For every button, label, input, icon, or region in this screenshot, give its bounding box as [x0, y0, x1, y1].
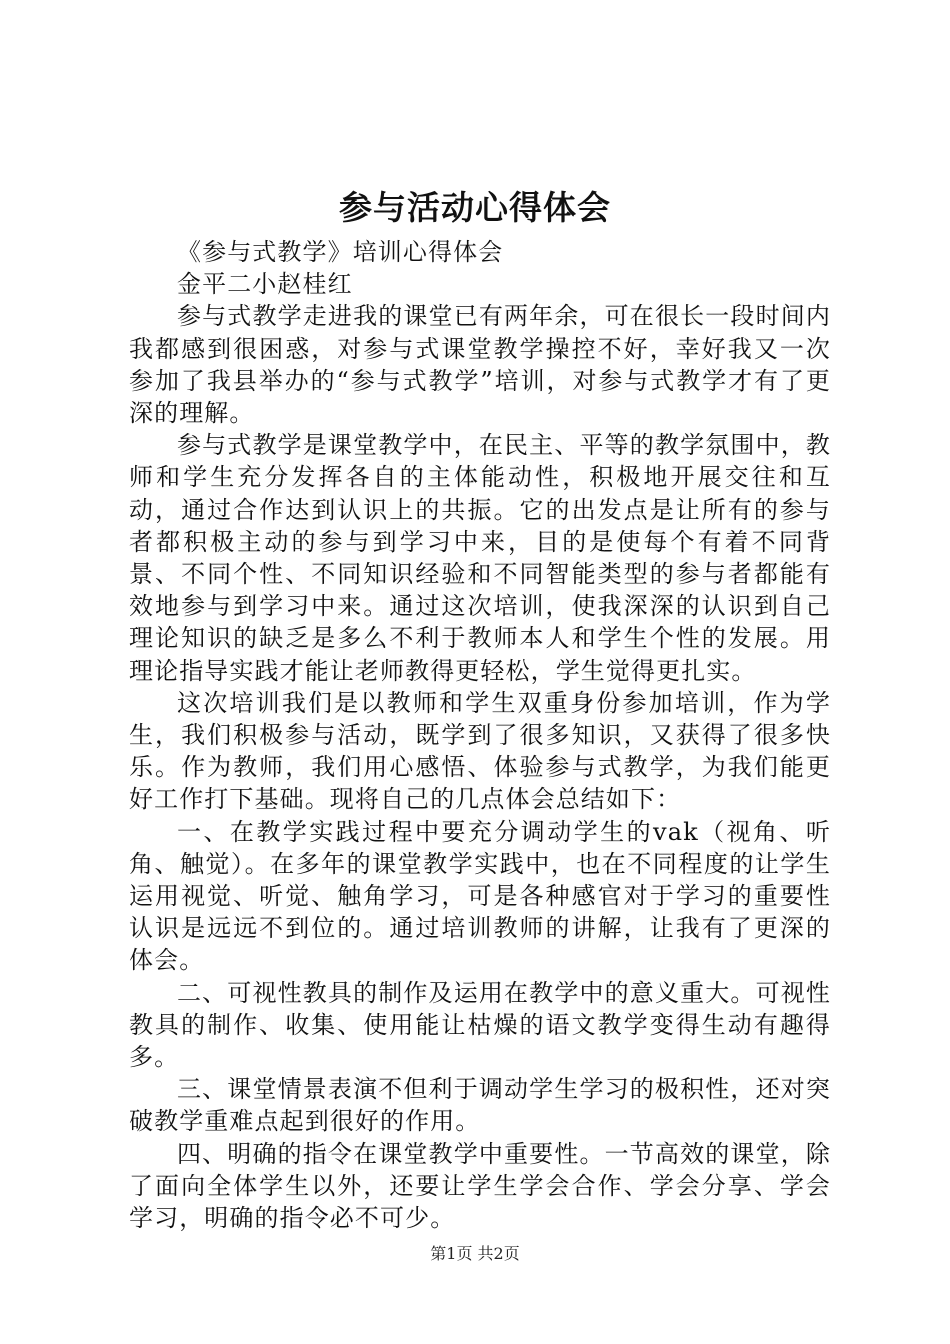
- document-body: [129, 236, 831, 1234]
- paragraph: 参与式教学走进我的课堂已有两年余，可在很长一段时间内我都感到很困惑，对参与式课堂教学操控不好，幸好我又一次参加了我县举办的“参与式教学”培训，对参与式教学才有了更深的理解。: [129, 302, 831, 428]
- paragraph-author: 金平二小赵桂红: [177, 270, 353, 299]
- paragraph: 一、在教学实践过程中要充分调动学生的vak（视角、听角、触觉）。在多年的课堂教学实践中，也在不同程度的让学生运用视觉、听觉、触角学习，可是各种感官对于学习的重要性认识是远远不到位的。通过培训教师的讲解，让我有了更深的体会。: [129, 817, 831, 975]
- paragraph: 二、可视性教具的制作及运用在教学中的意义重大。可视性教具的制作、收集、使用能让枯燥的语文教学变得生动有趣得多。: [129, 978, 831, 1072]
- paragraph: 这次培训我们是以教师和学生双重身份参加培训，作为学生，我们积极参与活动，既学到了很多知识，又获得了很多快乐。作为教师，我们用心感悟、体验参与式教学，为我们能更好工作打下基础。现将自己的几点体会总结如下：: [129, 688, 831, 814]
- page-number-footer: 第1页 共2页: [430, 1244, 520, 1263]
- paragraph: 四、明确的指令在课堂教学中重要性。一节高效的课堂，除了面向全体学生以外，还要让学生学会合作、学会分享、学会学习，明确的指令必不可少。: [129, 1139, 831, 1233]
- document-title: 参与活动心得体会: [339, 188, 611, 227]
- paragraph-subtitle: 《参与式教学》培训心得体会: [177, 238, 504, 266]
- paragraph: 三、课堂情景表演不但利于调动学生学习的极积性，还对突破教学重难点起到很好的作用。: [129, 1075, 831, 1136]
- paragraph: 参与式教学是课堂教学中，在民主、平等的教学氛围中，教师和学生充分发挥各自的主体能动性，积极地开展交往和互动，通过合作达到认识上的共振。它的出发点是让所有的参与者都积极主动的参与到学习中来，目的是使每个有着不同背景、不同个性、不同知识经验和不同智能类型的参与者都能有效地参与到学习中来。通过这次培训，使我深深的认识到自己理论知识的缺乏是多么不利于教师本人和学生个性的发展。用理论指导实践才能让老师教得更轻松，学生觉得更扎实。: [129, 431, 831, 685]
